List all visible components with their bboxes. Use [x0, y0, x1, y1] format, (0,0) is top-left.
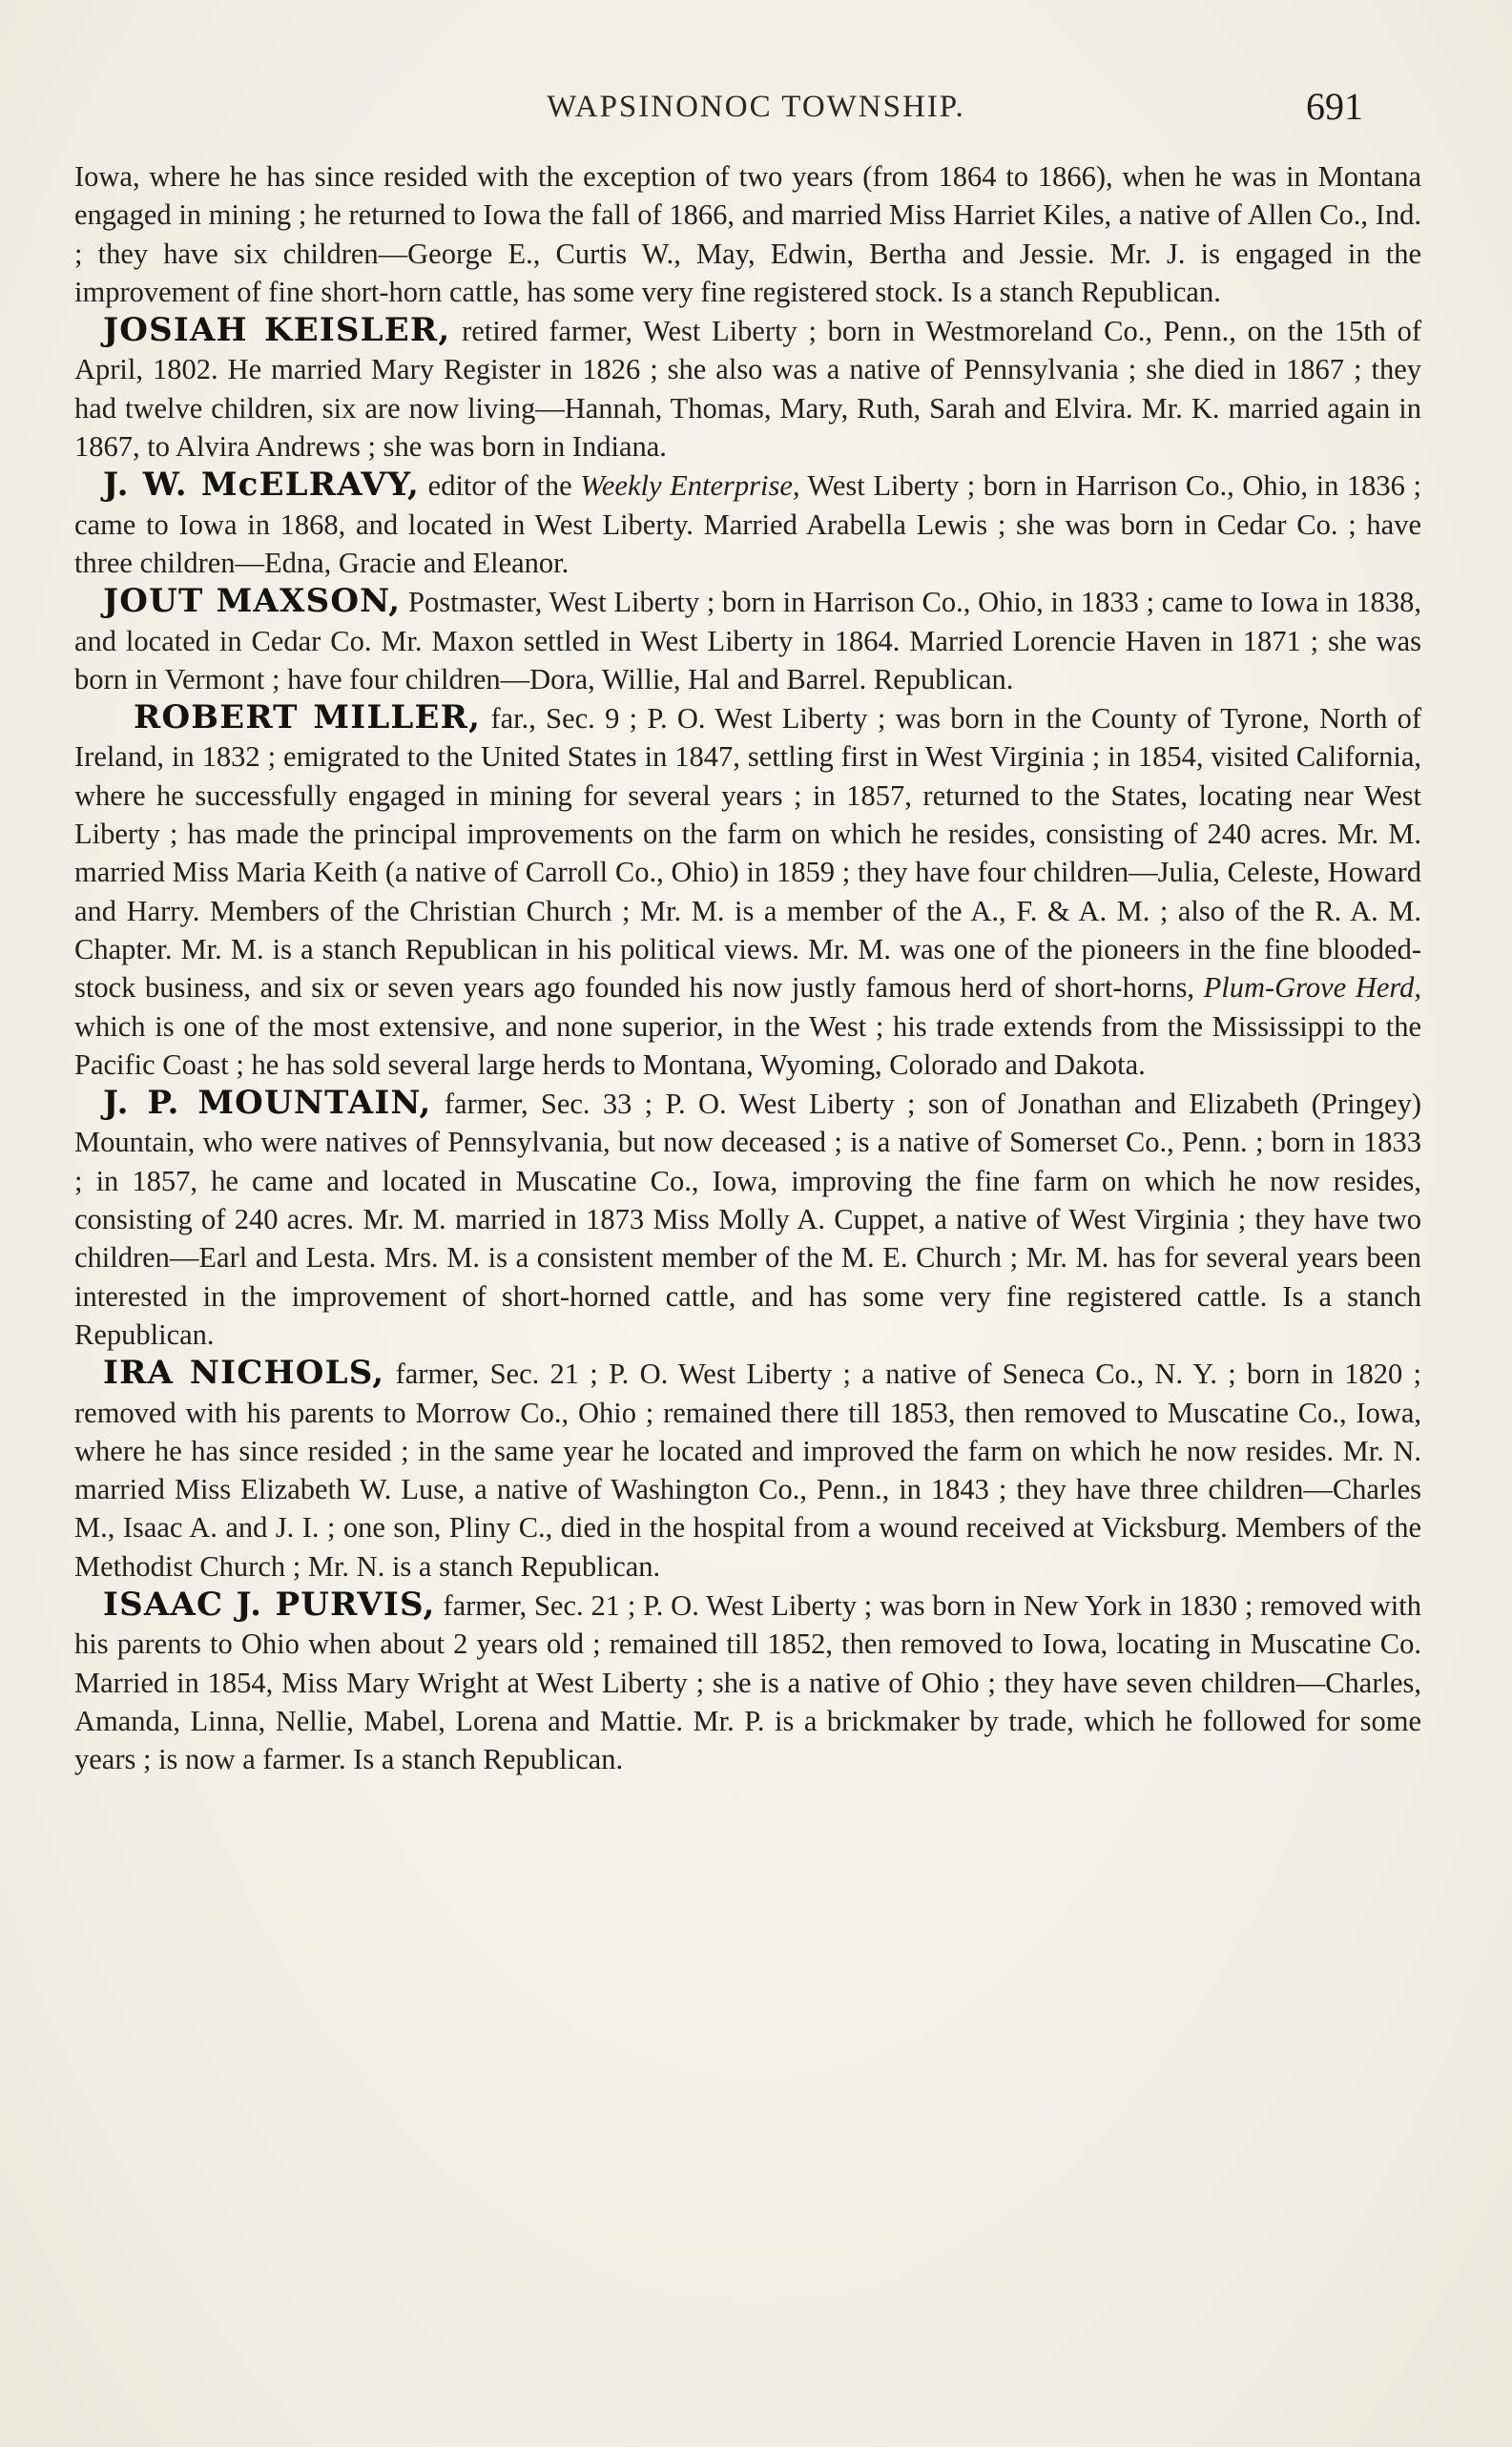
entry-text: retired farmer, West Liberty ; born in Westmoreland Co., Penn., on the 15th of April, 1802. He married Mary Register in 1826 ; she also was a native of Pennsylvania ; she died in 1867 ; they had twelve children, six are now living—Hannah, Thomas, Mary, Ruth, Sarah and Elvira. Mr. K. married again in 1867, to Alvira Andrews ; she was born in Indiana. — [74, 315, 1422, 464]
newspaper-title: Weekly Enterprise, — [580, 469, 800, 503]
page-body — [74, 157, 1421, 1778]
entry-text: farmer, Sec. 21 ; P. O. West Liberty ; a native of Seneca Co., N. Y. ; born in 1820 ; removed with his parents to Morrow Co., Ohio ; remained there till 1853, then removed to Muscatine Co., Iowa, where he has since resided ; in the same year he located and improved the farm on which he now resides. Mr. N. married Miss Elizabeth W. Luse, a native of Washington Co., Penn., in 1843 ; they have three children—Charles M., Isaac A. and J. I. ; one son, Pliny C., died in the hospital from a wound received at Vicksburg. Members of the Methodist Church ; Mr. N. is a stanch Republican. — [74, 1358, 1421, 1583]
biography-entry-mcelravy — [74, 466, 1421, 582]
entry-text: Postmaster, West Liberty ; born in Harrison Co., Ohio, in 1833 ; came to Iowa in 1838, and located in Cedar Co. Mr. Maxon settled in West Liberty in 1864. Married Lorencie Haven in 1871 ; she was born in Vermont ; have four children—Dora, Willie, Hal and Barrel. Republican. — [74, 586, 1422, 695]
entry-text-before-italic: far., Sec. 9 ; P. O. West Liberty ; was born in the County of Tyrone, North of Ireland, in 1832 ; emigrated to the United States in 1847, settling first in West Virginia ; in 1854, visited California, where he successfully engaged in mining for several years ; in 1857, returned to the States, locating near West Liberty ; has made the principal improvements on the farm on which he resides, consisting of 240 acres. Mr. M. married Miss Maria Keith (a native of Carroll Co., Ohio) in 1859 ; they have four children—Julia, Celeste, Howard and Harry. Members of the Christian Church ; Mr. M. is a member of the A., F. & A. M. ; also of the R. A. M. Chapter. Mr. M. is a stanch Republican in his political views. Mr. M. was one of the pioneers in the fine blooded-stock business, and six or seven years ago founded his now justly famous herd of short-horns, — [74, 702, 1422, 1005]
entry-name: JOSIAH KEISLER, — [103, 311, 451, 350]
biography-entry-nichols — [74, 1354, 1421, 1586]
entry-text: farmer, Sec. 33 ; P. O. West Liberty ; son of Jonathan and Elizabeth (Pringey) Mountain, who were natives of Pennsylvania, but now deceased ; is a native of Somerset Co., Penn. ; born in 1833 ; in 1857, he came and located in Muscatine Co., Iowa, improving the fine farm on which he now resides, consisting of 240 acres. Mr. M. married in 1873 Miss Molly A. Cuppet, a native of West Virginia ; they have two children—Earl and Lesta. Mrs. M. is a consistent member of the M. E. Church ; Mr. M. has for several years been interested in the improvement of short-horned cattle, and has some very fine registered cattle. Is a stanch Republican. — [74, 1088, 1421, 1351]
entry-name: JOUT MAXSON, — [103, 582, 402, 621]
entry-text: farmer, Sec. 21 ; P. O. West Liberty ; was born in New York in 1830 ; removed with his parents to Ohio when about 2 years old ; remained till 1852, then removed to Iowa, locating in Muscatine Co. Married in 1854, Miss Mary Wright at West Liberty ; she is a native of Ohio ; they have seven children—Charles, Amanda, Linna, Nellie, Mabel, Lorena and Mattie. Mr. P. is a brickmaker by trade, which he followed for some years ; is now a farmer. Is a stanch Republican. — [74, 1588, 1421, 1776]
entry-name: J. W. McELRAVY, — [103, 466, 421, 505]
entry-name: ISAAC J. PURVIS, — [103, 1585, 436, 1624]
entry-name: J. P. MOUNTAIN, — [103, 1084, 432, 1123]
running-title: WAPSINONOC TOWNSHIP. — [547, 90, 965, 124]
herd-name: Plum-Grove Herd, — [1203, 971, 1421, 1005]
entry-text: which is one of the most extensive, and none superior, in the West ; his trade extends from the Mississippi to the Pacific Coast ; he has sold several large herds to Montana, Wyoming, Colorado and Dakota. — [74, 1009, 1421, 1081]
entry-name: ROBERT MILLER, — [134, 698, 482, 737]
entry-name: IRA NICHOLS, — [103, 1354, 385, 1393]
running-head — [74, 82, 1438, 139]
biography-entry-keisler — [74, 311, 1421, 466]
entry-text-before-italic: editor of the — [420, 469, 581, 503]
entry-text: Iowa, where he has since resided with the exception of two years (from 1864 to 1866), when he was in Montana engaged in mining ; he returned to Iowa the fall of 1866, and married Miss Harriet Kiles, a native of Allen Co., Ind. ; they have six children—George E., Curtis W., May, Edwin, Bertha and Jessie. Mr. J. is engaged in the improvement of fine short-horn cattle, has some very fine registered stock. Is a stanch Republican. — [74, 160, 1421, 308]
biography-entry-mountain — [74, 1084, 1421, 1354]
biography-entry-maxson — [74, 582, 1421, 698]
entry-continuation — [74, 157, 1421, 311]
entry-text: West Liberty ; born in Harrison Co., Ohio, in 1836 ; came to Iowa in 1868, and located in West Liberty. Married Arabella Lewis ; she was born in Cedar Co. ; have three children—Edna, Gracie and Eleanor. — [74, 469, 1421, 579]
biography-entry-miller — [74, 698, 1421, 1084]
page-number: 691 — [1306, 85, 1363, 128]
biography-entry-purvis — [74, 1586, 1421, 1778]
